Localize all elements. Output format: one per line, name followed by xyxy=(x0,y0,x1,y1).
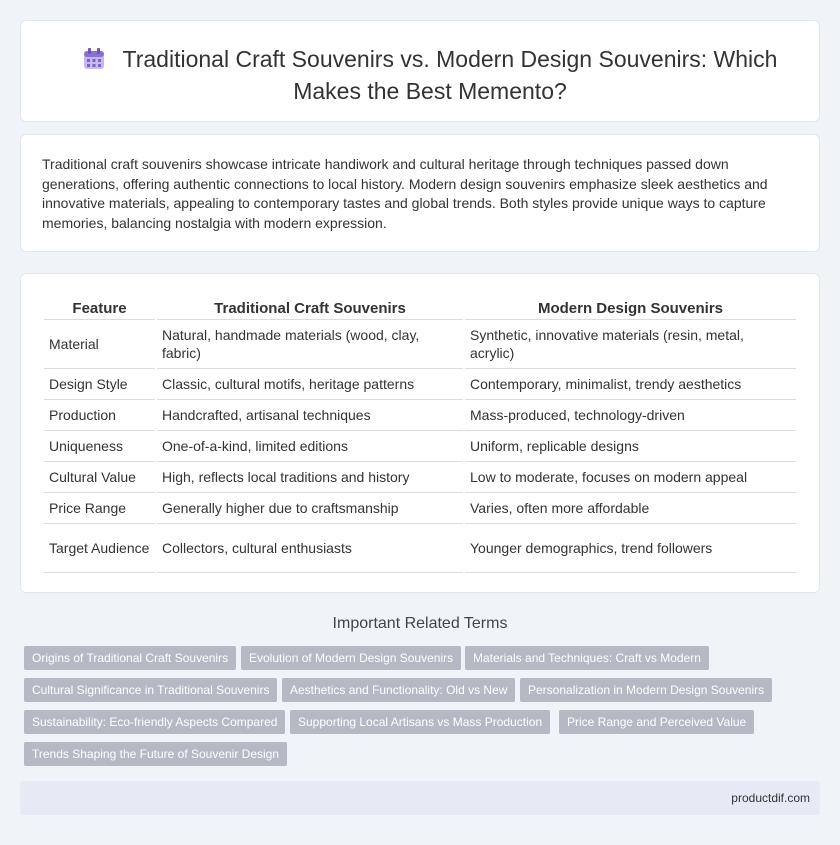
cell-traditional: Generally higher due to craftsmanship xyxy=(157,493,463,524)
comparison-table xyxy=(42,296,798,573)
table-row xyxy=(44,369,796,400)
comparison-card xyxy=(20,273,820,593)
calendar-icon xyxy=(83,48,105,77)
cell-feature: Production xyxy=(44,400,155,431)
footer xyxy=(20,781,820,815)
cell-traditional: Natural, handmade materials (wood, clay, fabric) xyxy=(157,320,463,369)
related-term-tag[interactable]: Supporting Local Artisans vs Mass Production xyxy=(290,710,550,734)
page-title-wrap xyxy=(61,45,799,106)
cell-modern: Varies, often more affordable xyxy=(465,493,796,524)
header-modern: Modern Design Souvenirs xyxy=(465,296,796,320)
table-row xyxy=(44,524,796,573)
cell-traditional: Handcrafted, artisanal techniques xyxy=(157,400,463,431)
page-title: Traditional Craft Souvenirs vs. Modern Design Souvenirs: Which Makes the Best Memento? xyxy=(122,46,778,104)
related-term-tag[interactable]: Evolution of Modern Design Souvenirs xyxy=(241,646,461,670)
table-row xyxy=(44,462,796,493)
intro-paragraph: Traditional craft souvenirs showcase intricate handiwork and cultural heritage through techniques passed down generations, offering authentic connections to local history. Modern design souvenirs emphasize sleek aesthetics and innovative materials, appealing to contemporary tastes and global trends. Both styles provide unique ways to capture memories, balancing nostalgia with modern expression. xyxy=(42,156,768,231)
cell-traditional: One-of-a-kind, limited editions xyxy=(157,431,463,462)
cell-traditional: High, reflects local traditions and history xyxy=(157,462,463,493)
table-header-row xyxy=(44,296,796,320)
related-term-tag[interactable]: Personalization in Modern Design Souvenirs xyxy=(520,678,772,702)
cell-feature: Design Style xyxy=(44,369,155,400)
related-term-tag[interactable]: Sustainability: Eco-friendly Aspects Compared xyxy=(24,710,285,734)
related-term-tag[interactable]: Cultural Significance in Traditional Souvenirs xyxy=(24,678,277,702)
cell-modern: Uniform, replicable designs xyxy=(465,431,796,462)
related-terms-title: Important Related Terms xyxy=(332,615,508,632)
footer-site-link[interactable]: productdif.com xyxy=(731,791,810,805)
title-card xyxy=(20,20,820,122)
cell-modern: Younger demographics, trend followers xyxy=(465,524,796,573)
cell-feature: Target Audience xyxy=(44,524,155,573)
cell-feature: Uniqueness xyxy=(44,431,155,462)
table-row xyxy=(44,400,796,431)
header-traditional: Traditional Craft Souvenirs xyxy=(157,296,463,320)
related-term-tag[interactable]: Trends Shaping the Future of Souvenir Design xyxy=(24,742,287,766)
cell-modern: Low to moderate, focuses on modern appeal xyxy=(465,462,796,493)
related-term-tag[interactable]: Aesthetics and Functionality: Old vs New xyxy=(282,678,515,702)
table-row xyxy=(44,320,796,369)
cell-feature: Price Range xyxy=(44,493,155,524)
header-feature: Feature xyxy=(44,296,155,320)
cell-traditional: Classic, cultural motifs, heritage patterns xyxy=(157,369,463,400)
cell-modern: Contemporary, minimalist, trendy aesthetics xyxy=(465,369,796,400)
intro-card xyxy=(20,134,820,252)
table-row xyxy=(44,493,796,524)
cell-feature: Material xyxy=(44,320,155,369)
cell-modern: Mass-produced, technology-driven xyxy=(465,400,796,431)
related-term-tag[interactable]: Price Range and Perceived Value xyxy=(559,710,754,734)
related-term-tag[interactable]: Origins of Traditional Craft Souvenirs xyxy=(24,646,236,670)
related-term-tag[interactable]: Materials and Techniques: Craft vs Modern xyxy=(465,646,709,670)
cell-traditional: Collectors, cultural enthusiasts xyxy=(157,524,463,573)
table-row xyxy=(44,431,796,462)
cell-modern: Synthetic, innovative materials (resin, metal, acrylic) xyxy=(465,320,796,369)
cell-feature: Cultural Value xyxy=(44,462,155,493)
